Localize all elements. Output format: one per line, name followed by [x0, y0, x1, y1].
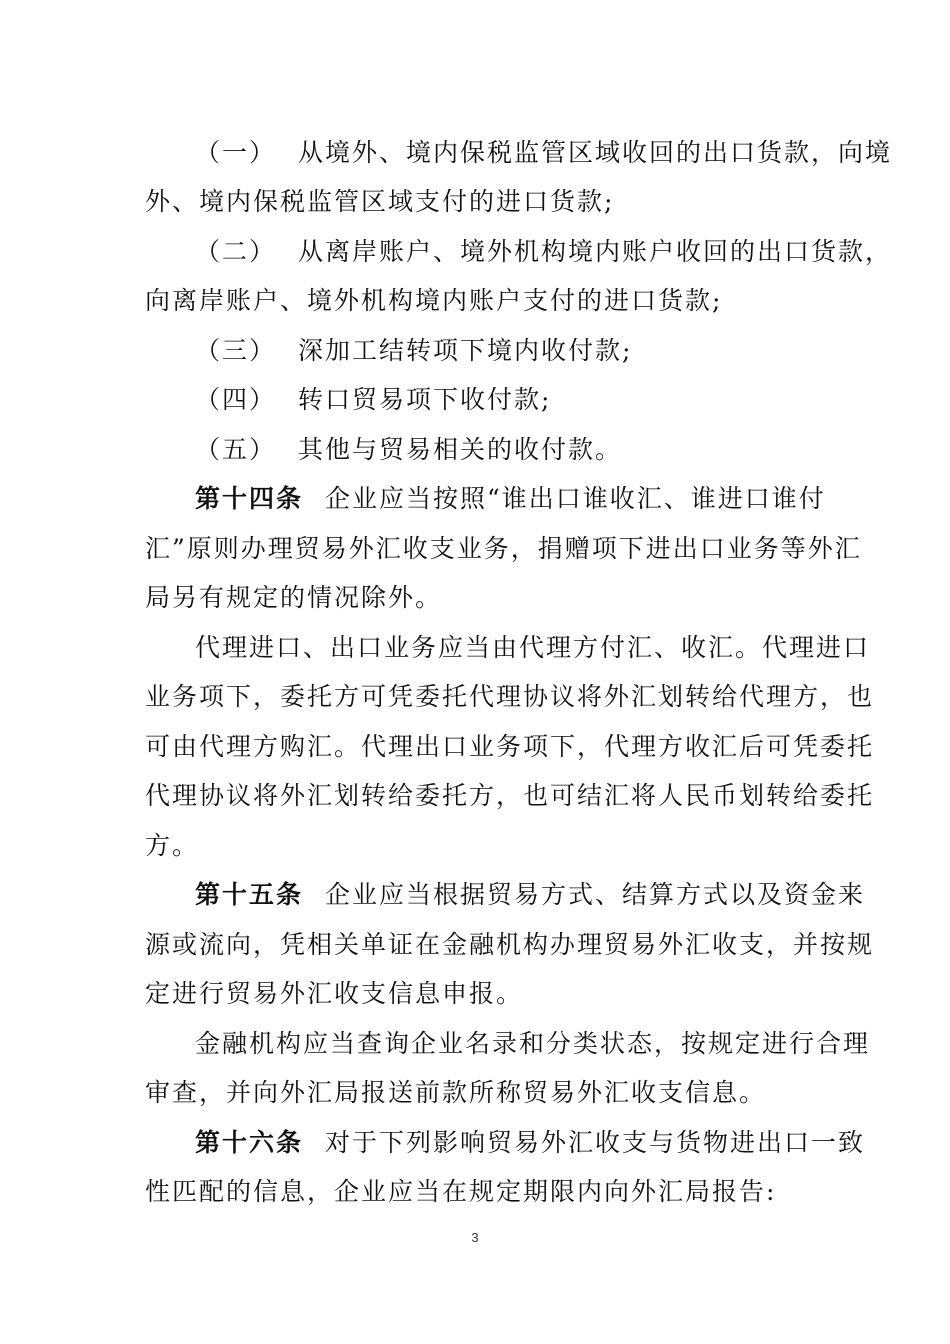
article-15-line-2: 源或流向，凭相关单证在金融机构办理贸易外汇收支，并按规 — [145, 930, 875, 959]
article-14-line-1 — [195, 484, 826, 514]
article-14-heading: 第十四条 — [195, 484, 304, 513]
article-16-heading: 第十六条 — [195, 1128, 304, 1157]
article-14-para2-line-1: 代理进口、出口业务应当由代理方付汇、收汇。代理进口 — [195, 633, 871, 662]
item-4-marker: （四） — [195, 385, 277, 414]
article-16-line-1 — [195, 1128, 866, 1158]
article-14-para2-line-2: 业务项下，委托方可凭委托代理协议将外汇划转给代理方，也 — [145, 682, 875, 711]
article-16-text-1: 对于下列影响贸易外汇收支与货物进出口一致 — [325, 1128, 866, 1157]
article-14-para2-line-4: 代理协议将外汇划转给委托方，也可结汇将人民币划转给委托 — [145, 781, 875, 810]
item-1-text: 从境外、境内保税监管区域收回的出口货款，向境 — [298, 138, 893, 167]
article-14-para2-line-5: 方。 — [145, 831, 200, 860]
item-4-line — [195, 385, 810, 415]
item-3-text: 深加工结转项下境内收付款; — [298, 336, 633, 365]
article-15-para2-line-2: 审查，并向外汇局报送前款所称贸易外汇收支信息。 — [145, 1078, 767, 1107]
article-16-line-2: 性匹配的信息，企业应当在规定期限内向外汇局报告: — [145, 1177, 777, 1206]
item-5-marker: （五） — [195, 435, 277, 464]
article-15-para2-line-1: 金融机构应当查询企业名录和分类状态，按规定进行合理 — [195, 1029, 871, 1058]
article-15-line-3: 定进行贸易外汇收支信息申报。 — [145, 979, 524, 1008]
item-2-line-2: 向离岸账户、境外机构境内账户支付的进口货款; — [145, 286, 723, 315]
item-2-marker: （二） — [195, 237, 277, 266]
item-3-line — [195, 336, 810, 366]
article-15-line-1 — [195, 880, 866, 910]
article-15-heading: 第十五条 — [195, 880, 304, 909]
article-14-text-1: 企业应当按照“谁出口谁收汇、谁进口谁付 — [325, 484, 826, 513]
article-14-line-2: 汇”原则办理贸易外汇收支业务，捐赠项下进出口业务等外汇 — [145, 534, 862, 563]
item-2-line-1 — [195, 237, 893, 267]
item-4-text: 转口贸易项下收付款; — [298, 385, 552, 414]
item-1-marker: （一） — [195, 138, 277, 167]
item-5-text: 其他与贸易相关的收付款。 — [298, 435, 623, 464]
item-3-marker: （三） — [195, 336, 277, 365]
item-1-line-2: 外、境内保税监管区域支付的进口货款; — [145, 187, 615, 216]
article-14-line-3: 局另有规定的情况除外。 — [145, 583, 443, 612]
article-14-para2-line-3: 可由代理方购汇。代理出口业务项下，代理方收汇后可凭委托 — [145, 732, 875, 761]
item-2-text: 从离岸账户、境外机构境内账户收回的出口货款， — [298, 237, 893, 266]
page-number: 3 — [471, 1230, 479, 1245]
article-15-text-1: 企业应当根据贸易方式、结算方式以及资金来 — [325, 880, 866, 909]
item-5-line — [195, 435, 810, 465]
item-1-line-1 — [195, 138, 893, 168]
